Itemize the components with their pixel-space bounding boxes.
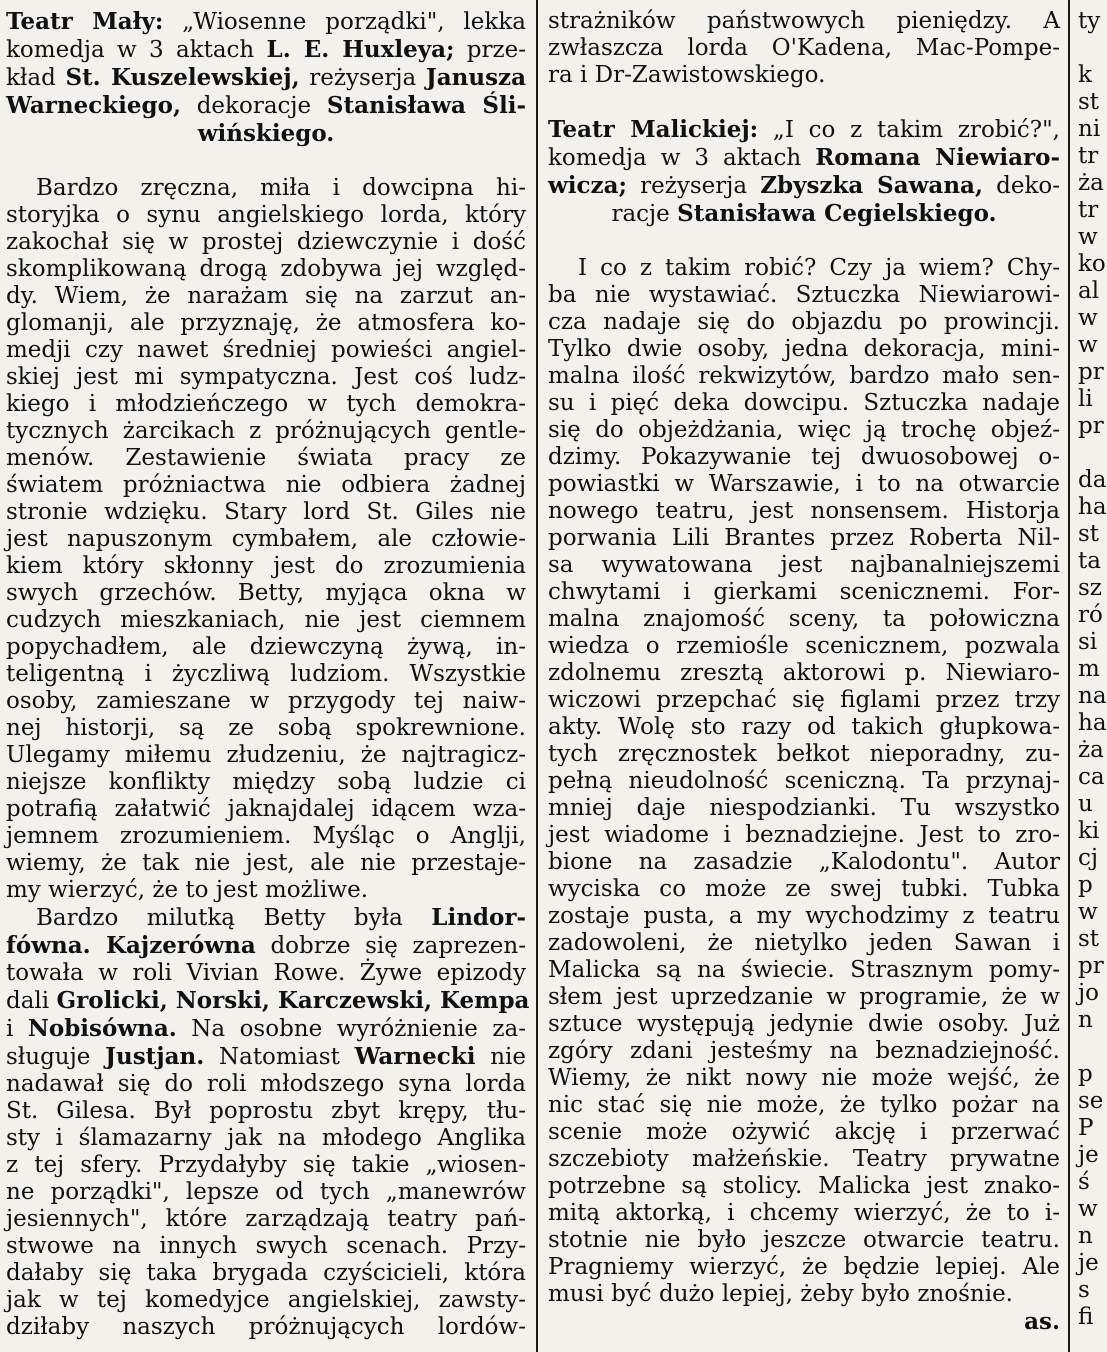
bold-text: Justjan.: [105, 1043, 205, 1070]
review-cast-paragraph: [6, 904, 530, 1341]
text-run: Na osobne wyróżnienie za-: [176, 1016, 527, 1042]
text-line: wiczowi przepchać się figlami przez trzy: [548, 687, 1060, 713]
text-line: Pragniemy wierzyć, że będzie lepiej. Ale: [548, 1254, 1060, 1280]
fragment-line: w: [1078, 332, 1098, 358]
text-line: szczebioty małżeńskie. Teatry prywatne: [548, 1146, 1060, 1172]
text-line: jemnem zrozumieniem. Myśląc o Anglji,: [6, 823, 526, 849]
review-column-teatr-maly: [0, 0, 534, 1352]
text-line: [6, 932, 526, 960]
text-line: potrafią załatwić jaknajdalej idącem wza-: [6, 796, 526, 822]
heading-line: [548, 172, 1060, 200]
text-line: [6, 1287, 526, 1314]
bold-text: Lindor-: [431, 904, 526, 931]
text-run: ne porządki", lepsze od tych „manewrów: [6, 1179, 526, 1205]
bold-text: Teatr Malickiej:: [548, 116, 759, 143]
text-line: skomplikowaną drogą zdobywa jej względ-: [6, 256, 526, 282]
review-heading-teatr-maly: [6, 8, 526, 148]
text-line: musi być dużo lepiej, żeby było znośnie.: [548, 1281, 1013, 1307]
fragment-line: ta: [1078, 548, 1101, 574]
text-run: i: [6, 1016, 28, 1042]
text-line: jest napuszonym cymbałem, ale człowie-: [6, 526, 526, 552]
text-run: deko-: [982, 173, 1060, 199]
fragment-line: pr: [1078, 359, 1104, 385]
text-run: nie: [475, 1044, 526, 1070]
bold-text: Warneckiego,: [6, 92, 181, 119]
text-line: bione na zasadzie „Kalodontu". Autor: [548, 849, 1060, 875]
column-rule-right: [1068, 0, 1070, 1352]
fragment-line: w: [1078, 1196, 1098, 1222]
fragment-line: je: [1078, 1142, 1099, 1168]
text-line: [6, 1179, 526, 1206]
fragment-line: m: [1078, 656, 1100, 682]
fragment-line: sz: [1078, 575, 1102, 601]
text-line: dzimy. Pokazywanie tej dwuosobowej o-: [548, 444, 1060, 470]
text-line: skiej jest mi sympatyczna. Jest coś ludz-: [6, 364, 526, 390]
text-run: dali: [6, 988, 57, 1014]
text-line: akty. Wolę sto razy od takich głupkowa-: [548, 714, 1060, 740]
bold-text: Stanisława Śli-: [326, 92, 527, 119]
fragment-line: s: [1078, 1277, 1090, 1303]
heading-line: [6, 64, 526, 92]
fragment-line: [1078, 440, 1097, 467]
text-line: ra i Dr-Zawistowskiego.: [548, 62, 826, 88]
fragment-line: ki: [1078, 818, 1100, 844]
heading-line: [6, 36, 526, 64]
text-line: jest wiadome i beznadziejne. Jest to zro-: [548, 822, 1060, 848]
text-line: nej historji, są ze sobą spokrewnione.: [6, 715, 526, 741]
fragment-line: jo: [1078, 980, 1099, 1006]
text-run: jak w tej komedyjce angielskiej, zawsty-: [6, 1287, 526, 1313]
text-run: komedja w 3 aktach: [548, 145, 816, 171]
spacer: [548, 228, 1060, 255]
text-line: malna znajomość sceny, ta połowiczna: [548, 606, 1060, 632]
fragment-line: p: [1078, 1061, 1093, 1087]
text-line: [6, 1043, 526, 1071]
bold-text: Teatr Mały:: [6, 8, 164, 35]
text-run: dekoracje: [180, 93, 327, 119]
text-line: [6, 1098, 526, 1125]
text-line: Bardzo zręczna, miła i dowcipna hi-: [36, 175, 526, 201]
review-heading-teatr-malickiej: [548, 116, 1060, 228]
fragment-line: li: [1078, 386, 1093, 412]
fragment-line: ko: [1078, 251, 1106, 277]
text-run: St. Gilesa. Był poprostu zbyt krępy, tłu-: [6, 1098, 526, 1124]
fragment-line: pr: [1078, 413, 1104, 439]
bold-text: Nobisówna.: [27, 1015, 177, 1042]
fragment-line: ni: [1078, 116, 1101, 142]
fragment-line: k: [1078, 62, 1092, 88]
text-line: mitą aktorką, i chcemy wierzyć, że to i-: [548, 1200, 1060, 1226]
text-line: porwania Lili Brantes przez Roberta Nil-: [548, 525, 1060, 551]
text-line: malna ilość rekwizytów, bardzo mało sen-: [548, 363, 1060, 389]
author-signature: as.: [1024, 1308, 1060, 1335]
text-line: dy. Wiem, że narażam się na zarzut an-: [6, 283, 526, 309]
fragment-line: tr: [1078, 197, 1099, 223]
spacer: [548, 89, 1060, 116]
text-line: mniej daje niespodzianki. Tu wszystko: [548, 795, 1060, 821]
text-run: z tej sfery. Przydałyby się takie „wiosen-: [6, 1152, 526, 1178]
fragment-line: na: [1078, 683, 1107, 709]
fragment-line: P: [1078, 1115, 1094, 1141]
fragment-line: u: [1078, 791, 1093, 817]
text-run: Natomiast: [204, 1044, 355, 1070]
text-run: kład: [6, 65, 66, 91]
fragment-line: ha: [1078, 710, 1107, 736]
text-line: Wiemy, że nikt nowy nie może wejść, że: [548, 1065, 1060, 1091]
bold-text: L. E. Huxleya;: [266, 36, 455, 63]
review-body-teatr-maly: [6, 175, 526, 904]
text-line: cudzych mieszkaniach, nie jest ciemnem: [6, 607, 526, 633]
text-line: chwytami i gierkami scenicznemi. For-: [548, 579, 1060, 605]
text-run: dałaby się taka brygada czyścicieli, która: [6, 1260, 526, 1286]
bold-text: Warnecki: [354, 1043, 476, 1070]
text-line: tycznych żarcikach z próżnujących gentle-: [6, 418, 526, 444]
text-line: stotnie nie było jeszcze otwarcie teatru.: [548, 1227, 1060, 1253]
text-line: wyciska co może ze swej tubki. Tubka: [548, 876, 1060, 902]
text-line: zwłaszcza lorda O'Kadena, Mac-Pompe-: [548, 35, 1060, 61]
column-rule-left: [536, 0, 538, 1352]
text-line: [6, 1314, 526, 1341]
text-line: [6, 1260, 526, 1287]
fragment-line: st: [1078, 89, 1100, 115]
fragment-line: fi: [1078, 1304, 1094, 1330]
fragment-line: je: [1078, 1250, 1099, 1276]
text-run: dziłaby naszych próżnujących lordów-: [6, 1314, 526, 1340]
text-line: scenie może ożywić akcję i przerwać: [548, 1119, 1060, 1145]
text-line: [6, 1233, 526, 1260]
text-line: strażników państwowych pieniędzy. A: [548, 8, 1060, 34]
fragment-line: pr: [1078, 953, 1104, 979]
fragment-line: n: [1078, 1223, 1093, 1249]
text-line: zostaje pusta, a my wychodzimy z teatru: [548, 903, 1060, 929]
text-line: popychadłem, ale dziewczyną żywą, in-: [6, 634, 526, 660]
bold-text: Grolicki, Norski, Karczewski, Kempa: [56, 987, 530, 1014]
text-line: glomanji, ale przyznaję, że atmosfera ko-: [6, 310, 526, 336]
text-line: [6, 987, 530, 1015]
text-run: sty i ślamazarny jak na młodego Anglika: [6, 1125, 526, 1151]
fragment-line: ca: [1078, 764, 1105, 790]
heading-line: [548, 144, 1060, 172]
bold-text: fówna. Kajzerówna: [6, 932, 256, 959]
fragment-line: ha: [1078, 494, 1107, 520]
fragment-line: st: [1078, 926, 1100, 952]
bold-text: wińskiego.: [197, 120, 335, 147]
fragment-line: ża: [1078, 170, 1104, 196]
text-line: osoby, zamieszane w przygody tej naiw-: [6, 688, 526, 714]
text-line: wiedza o rzemiośle scenicznem, pozwala: [548, 633, 1060, 659]
text-line: kiego i młodzieńczego w tych demokra-: [6, 391, 526, 417]
text-run: „Wiosenne porządki", lekka: [163, 9, 526, 35]
text-line: [6, 904, 526, 932]
text-line: su i pięć deka dowcipu. Sztuczka nadaje: [548, 390, 1060, 416]
text-line: menów. Zestawienie świata pracy ze: [6, 445, 526, 471]
heading-line: [548, 116, 1060, 144]
text-line: kiem który skłonny jest do zrozumienia: [6, 553, 526, 579]
text-line: Malicka są na świecie. Strasznym pomy-: [548, 957, 1060, 983]
text-line: nic stać się nie może, że tylko pożar na: [548, 1092, 1060, 1118]
fragment-line: [1078, 1034, 1097, 1061]
fragment-line: w: [1078, 224, 1098, 250]
text-run: stwowe na innych swych scenach. Przy-: [6, 1233, 526, 1259]
bold-text: Janusza: [425, 64, 526, 91]
text-line: wiemy, że tak nie jest, ale nie przestaje-: [6, 850, 526, 876]
text-line: Tylko dwie osoby, jedna dekoracja, mini-: [548, 336, 1060, 362]
heading-line: [6, 92, 526, 120]
fragment-line: da: [1078, 467, 1107, 493]
fragment-line: w: [1078, 305, 1098, 331]
text-line: pełną nieudolność sceniczną. Ta przynaj-: [548, 768, 1060, 794]
text-run: komedja w 3 aktach: [6, 37, 267, 63]
text-run: prze-: [454, 37, 527, 63]
text-line: tych zręcznostek bełkot nieporadny, zu-: [548, 741, 1060, 767]
bold-text: wicza;: [548, 172, 627, 199]
text-line: stronie wdzięku. Stary lord St. Giles nie: [6, 499, 526, 525]
text-line: sztuce występują jedynie dwie osoby. Już: [548, 1011, 1060, 1037]
text-line: [6, 960, 526, 987]
fragment-line: p: [1078, 872, 1093, 898]
fragment-line: st: [1078, 521, 1100, 547]
text-line: my wierzyć, że to jest możliwe.: [6, 877, 369, 903]
text-line: zadowoleni, że nietylko jeden Sawan i: [548, 930, 1060, 956]
text-line: powiastki w Warszawie, i to na otwarcie: [548, 471, 1060, 497]
text-run: reżyserja: [299, 65, 426, 91]
text-run: jesiennych", które zarządzają teatry pań-: [6, 1206, 526, 1232]
text-line: nowego teatru, jest nonsensem. Historja: [548, 498, 1060, 524]
text-line: storyjka o synu angielskiego lorda, który: [6, 202, 526, 228]
text-line: swych grzechów. Betty, myjąca okna w: [6, 580, 526, 606]
continued-paragraph: [548, 8, 1060, 89]
text-run: dobrze się zaprezen-: [255, 933, 527, 959]
text-line: potrzebne są stolicy. Malicka jest znako-: [548, 1173, 1060, 1199]
text-run: racje: [611, 201, 678, 227]
fragment-line: tr: [1078, 143, 1099, 169]
text-run: sługuje: [6, 1044, 106, 1070]
text-line: zgóry zdani jesteśmy na beznadziejność.: [548, 1038, 1060, 1064]
text-line: [6, 1206, 526, 1233]
cut-off-column-fragments: [1074, 0, 1107, 1352]
text-run: towała w roli Vivian Rowe. Żywe epizody: [6, 960, 526, 986]
text-run: reżyserja: [627, 173, 761, 199]
bold-text: Stanisława Cegielskiego.: [677, 200, 997, 227]
fragment-line: n: [1078, 1007, 1093, 1033]
text-line: [6, 1125, 526, 1152]
text-line: się do objeżdżania, więc ją trochę objeź-: [548, 417, 1060, 443]
fragment-line: ty: [1078, 8, 1101, 34]
fragment-line: ró: [1078, 602, 1103, 628]
text-line: I co z takim robić? Czy ja wiem? Chy-: [578, 255, 1060, 281]
spacer: [6, 148, 526, 175]
review-body-teatr-malickiej: [548, 255, 1060, 1308]
text-line: teligentną i życzliwą ludziom. Wszystkie: [6, 661, 526, 687]
text-line: zdolnemu zresztą aktorowi p. Niewiaro-: [548, 660, 1060, 686]
text-line: [6, 1071, 526, 1098]
text-line: cza nadaje się do objazdu po prowincji.: [548, 309, 1060, 335]
fragment-line: [1078, 35, 1097, 62]
bold-text: St. Kuszelewskiej,: [65, 64, 300, 91]
bold-text: Romana Niewiaro-: [815, 144, 1060, 171]
heading-line: [6, 120, 526, 148]
text-run: Bardzo milutką Betty była: [36, 905, 432, 931]
fragment-line: w: [1078, 899, 1098, 925]
heading-line: [548, 200, 1060, 228]
text-run: „I co z takim zrobić?",: [758, 117, 1060, 143]
bold-text: Zbyszka Sawana,: [760, 172, 983, 199]
heading-line: [6, 8, 526, 36]
text-line: sa wywatowana jest najbanalniejszemi: [548, 552, 1060, 578]
text-line: Ulegamy miłemu złudzeniu, że najtragicz-: [6, 742, 526, 768]
text-line: niejsze konflikty między sobą ludzie ci: [6, 769, 526, 795]
fragment-line: ża: [1078, 737, 1104, 763]
text-line: ba nie wystawiać. Sztuczka Niewiarowi-: [548, 282, 1060, 308]
text-line: zakochał się w prostej dziewczynie i dość: [6, 229, 526, 255]
text-line: światem próżniactwa nie odbiera żadnej: [6, 472, 526, 498]
fragment-line: si: [1078, 629, 1098, 655]
fragment-line: ś: [1078, 1169, 1090, 1195]
review-column-teatr-malickiej: [542, 0, 1066, 1352]
fragment-line: se: [1078, 1088, 1104, 1114]
text-run: nadawał się do roli młodszego syna lorda: [6, 1071, 526, 1097]
fragment-line: cj: [1078, 845, 1099, 871]
text-line: [6, 1015, 526, 1043]
text-line: medji czy nawet średniej powieści angiel-: [6, 337, 526, 363]
text-line: [6, 1152, 526, 1179]
fragment-line: al: [1078, 278, 1100, 304]
text-line: słem jest uprzedzanie w programie, że w: [548, 984, 1060, 1010]
